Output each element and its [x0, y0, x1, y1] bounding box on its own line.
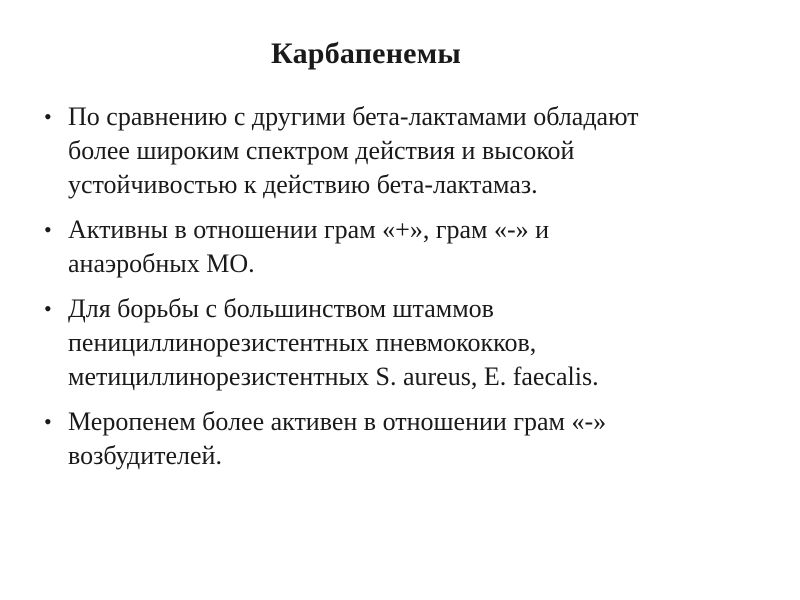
slide-title: Карбапенемы: [271, 37, 461, 70]
bullet-text-line: метициллинорезистентных S. aureus, E. faecalis.: [68, 362, 599, 391]
bullet-list: [44, 100, 764, 484]
bullet-point-icon: •: [44, 217, 52, 242]
bullet-text-line: анаэробных МО.: [68, 249, 255, 278]
bullet-point-icon: •: [44, 104, 52, 129]
bullet-text-line: пенициллинорезистентных пневмококков,: [68, 328, 537, 357]
bullet-point-icon: •: [44, 296, 52, 321]
bullet-point-icon: •: [44, 409, 52, 434]
bullet-item: [44, 100, 764, 202]
bullet-text-line: устойчивостью к действию бета-лактамаз.: [68, 170, 538, 199]
bullet-text-line: Активны в отношении грам «+», грам «-» и: [68, 215, 550, 244]
bullet-text-line: Меропенем более активен в отношении грам «-»: [68, 407, 607, 436]
bullet-text-line: более широким спектром действия и высокой: [68, 136, 575, 165]
bullet-item: [44, 213, 764, 281]
bullet-item: [44, 292, 764, 394]
bullet-text-line: Для борьбы с большинством штаммов: [68, 294, 494, 323]
bullet-item: [44, 405, 764, 473]
bullet-text-line: возбудителей.: [68, 441, 222, 470]
bullet-text-line: По сравнению с другими бета-лактамами обладают: [68, 102, 639, 131]
